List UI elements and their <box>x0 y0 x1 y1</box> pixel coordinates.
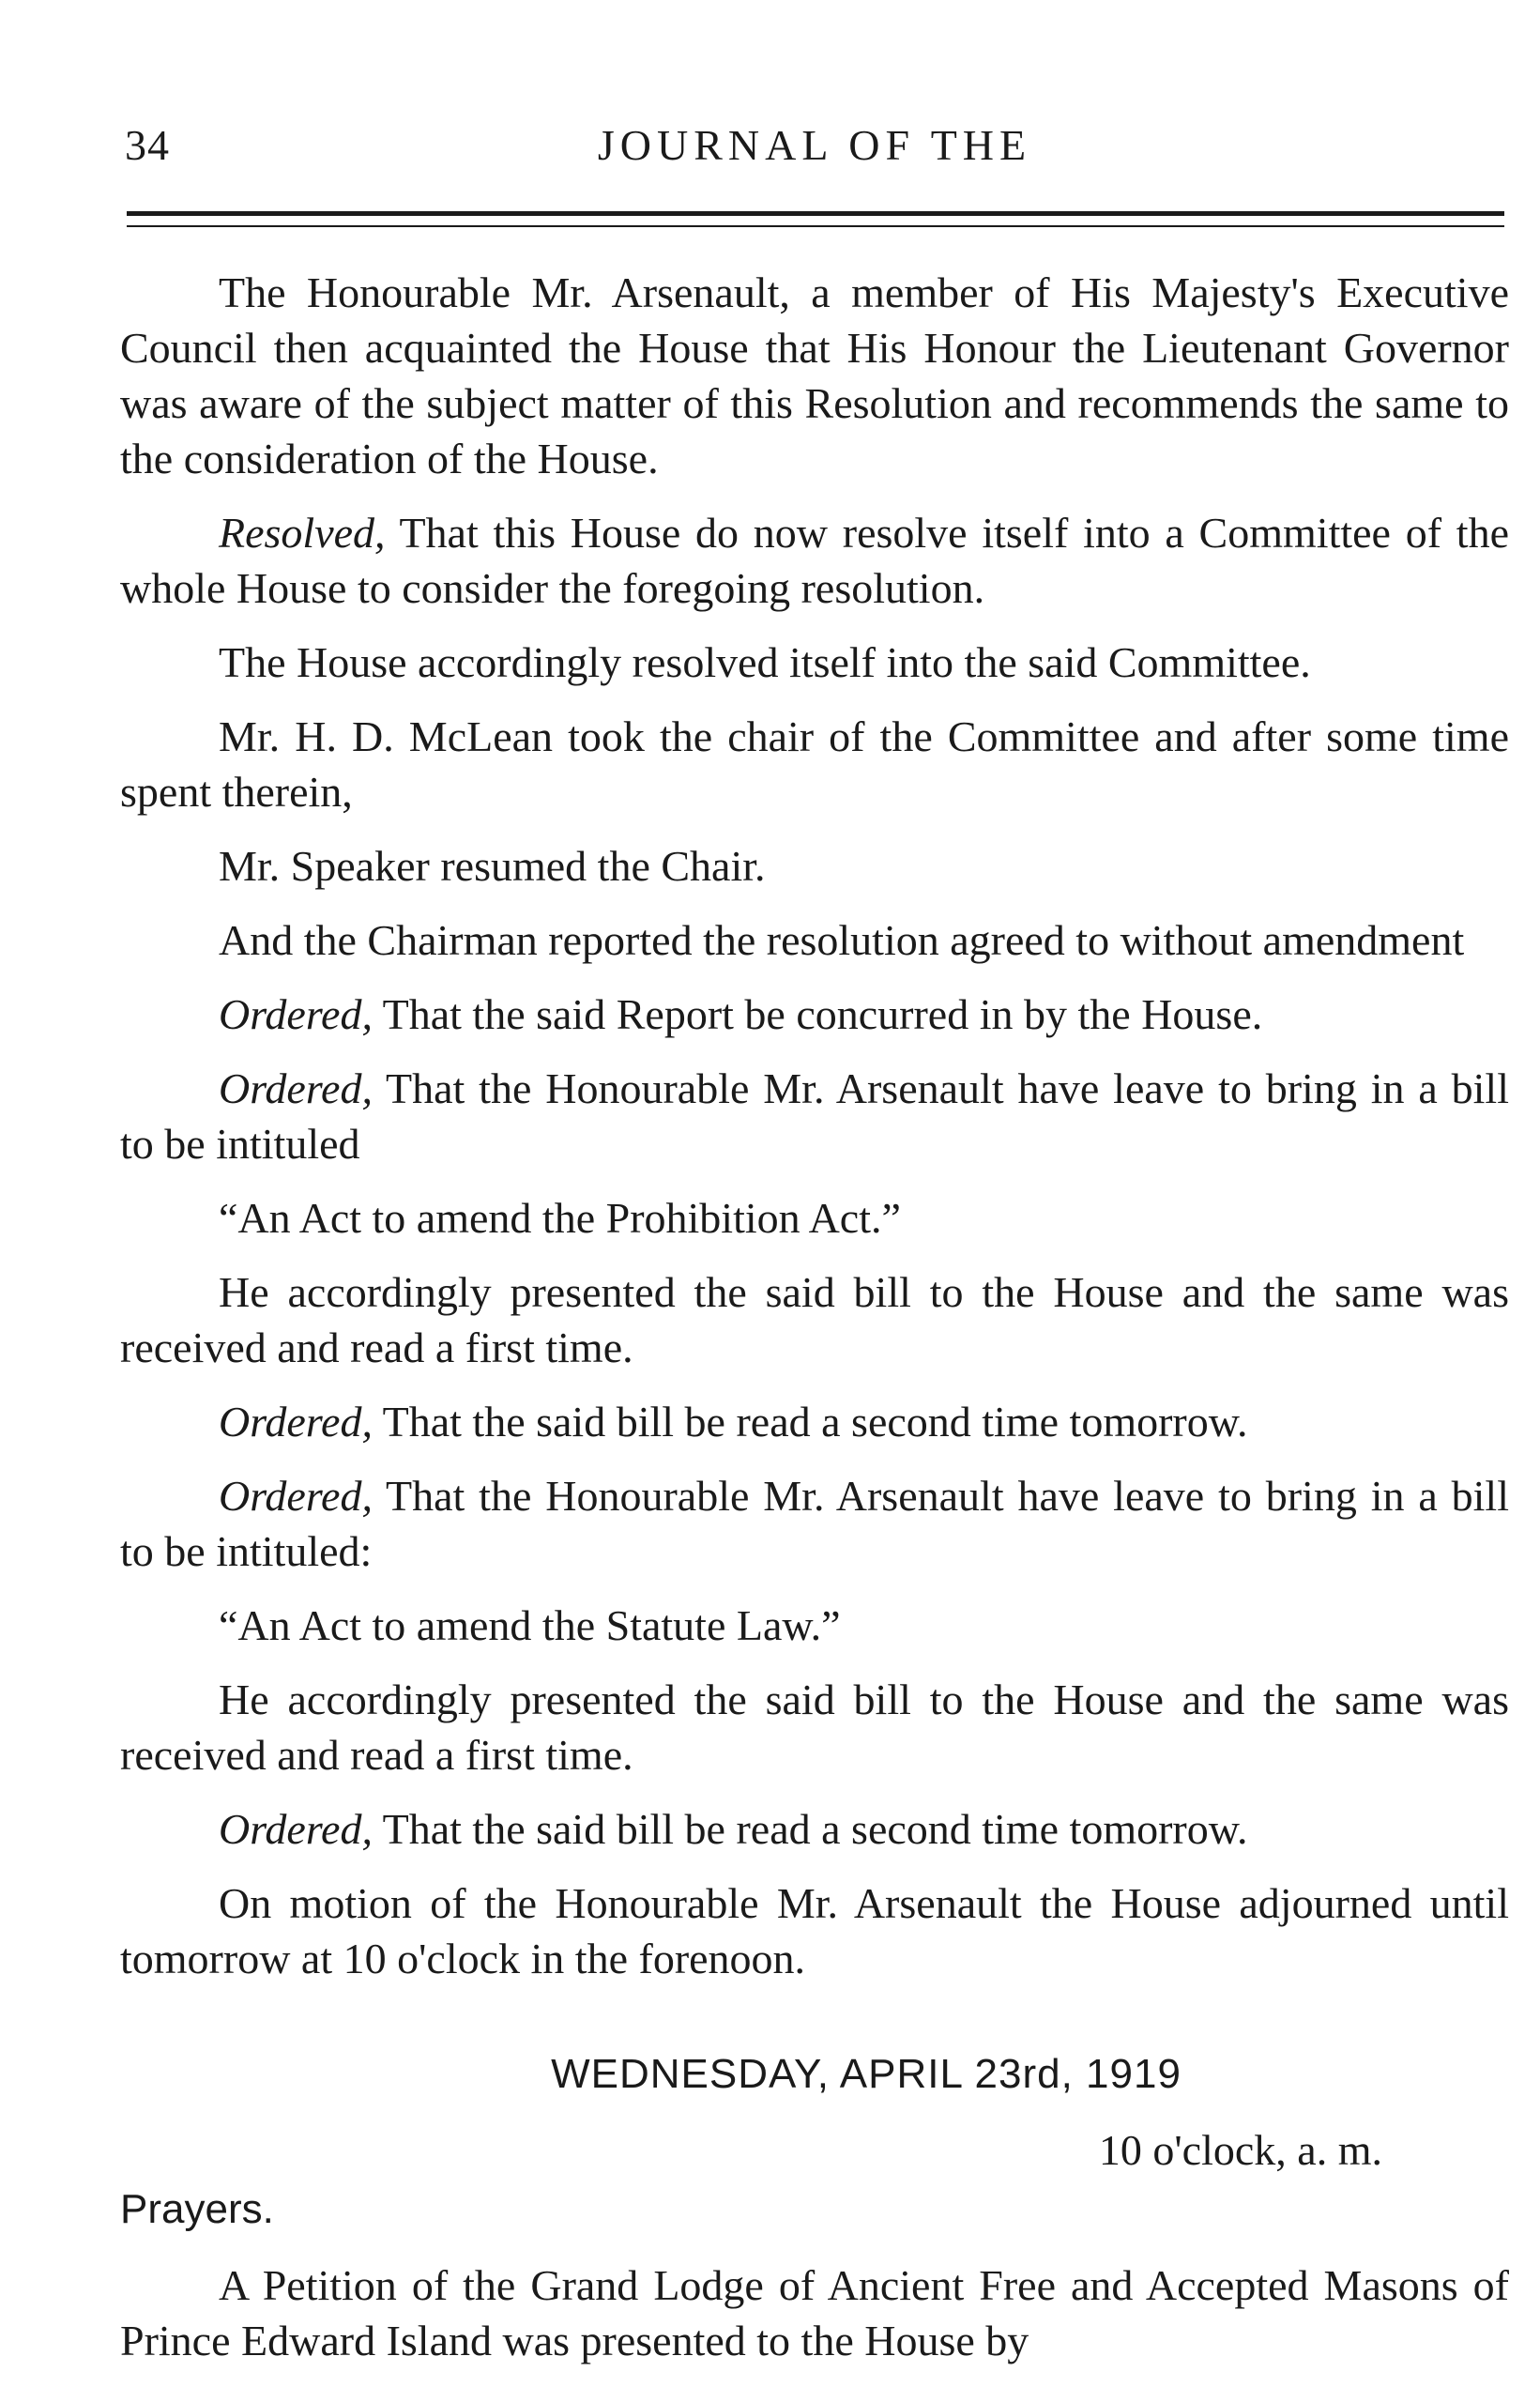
paragraph <box>120 987 1509 1042</box>
paragraph <box>120 2257 1509 2368</box>
paragraph-text: A Petition of the Grand Lodge of Ancient Free and Accepted Masons of Prince Edward Island was presented to the House by <box>120 2261 1509 2364</box>
paragraph <box>120 838 1509 894</box>
paragraph-text: The House accordingly resolved itself into the said Committee. <box>219 638 1311 686</box>
paragraph <box>120 1190 1509 1246</box>
paragraph <box>120 1598 1509 1653</box>
paragraph-text: “An Act to amend the Prohibition Act.” <box>219 1194 901 1242</box>
paragraph-text: That this House do now resolve itself into a Committee of the whole House to consider the foregoing resolution. <box>120 509 1509 612</box>
header-rule-thick <box>127 211 1504 216</box>
paragraph-text: He accordingly presented the said bill to the House and the same was received and read a first time. <box>120 1675 1509 1779</box>
paragraph <box>120 1061 1509 1171</box>
section-proceedings <box>120 2257 1509 2368</box>
paragraph-text: The Honourable Mr. Arsenault, a member of His Majesty's Executive Council then acquainted the House that His Honour the Lieutenant Governor was aware of the subject matter of this Resolution and recommends the same to the consideration of the House. <box>120 268 1509 482</box>
paragraph-text: On motion of the Honourable Mr. Arsenault the House adjourned until tomorrow at 10 o'clock in the forenoon. <box>120 1879 1509 1982</box>
paragraph <box>120 1672 1509 1783</box>
paragraph-text: That the said Report be concurred in by the House. <box>372 990 1263 1038</box>
paragraph-text: Mr. H. D. McLean took the chair of the Committee and after some time spent therein, <box>120 712 1509 816</box>
paragraph-lead: Ordered, <box>219 990 373 1038</box>
page-body <box>120 265 1509 2387</box>
paragraph <box>120 1394 1509 1449</box>
header-rule-thin <box>127 225 1504 227</box>
paragraph <box>120 1264 1509 1375</box>
paragraph <box>120 1801 1509 1857</box>
paragraph <box>120 635 1509 690</box>
page-header <box>125 120 1504 176</box>
paragraph-text: That the Honourable Mr. Arsenault have leave to bring in a bill to be intituled <box>120 1064 1509 1168</box>
prayers-label: Prayers. <box>120 2186 274 2232</box>
paragraph <box>120 1468 1509 1579</box>
paragraph-text: And the Chairman reported the resolution agreed to without amendment <box>219 916 1465 964</box>
paragraph-text: That the Honourable Mr. Arsenault have leave to bring in a bill to be intituled: <box>120 1472 1509 1575</box>
paragraph-lead: Ordered, <box>219 1398 373 1446</box>
paragraph-lead: Ordered, <box>219 1805 373 1853</box>
paragraph <box>120 265 1509 486</box>
paragraph-text: That the said bill be read a second time tomorrow. <box>372 1805 1248 1853</box>
paragraph-lead: Ordered, <box>219 1064 373 1112</box>
paragraph-text: “An Act to amend the Statute Law.” <box>219 1601 841 1649</box>
section-heading: WEDNESDAY, APRIL 23rd, 1919 <box>551 2051 1182 2097</box>
session-time: 10 o'clock, a. m. <box>1098 2126 1382 2174</box>
paragraph-text: He accordingly presented the said bill to the House and the same was received and read a first time. <box>120 1268 1509 1371</box>
paragraph-lead: Resolved, <box>219 509 386 557</box>
paragraph-lead: Ordered, <box>219 1472 373 1520</box>
paragraph <box>120 1875 1509 1986</box>
paragraph <box>120 912 1509 968</box>
running-head: JOURNAL OF THE <box>597 121 1032 169</box>
page-number: 34 <box>125 121 170 169</box>
proceedings <box>120 265 1509 1986</box>
paragraph-text: Mr. Speaker resumed the Chair. <box>219 842 766 890</box>
paragraph <box>120 505 1509 616</box>
paragraph <box>120 709 1509 819</box>
paragraph-text: That the said bill be read a second time tomorrow. <box>372 1398 1248 1446</box>
